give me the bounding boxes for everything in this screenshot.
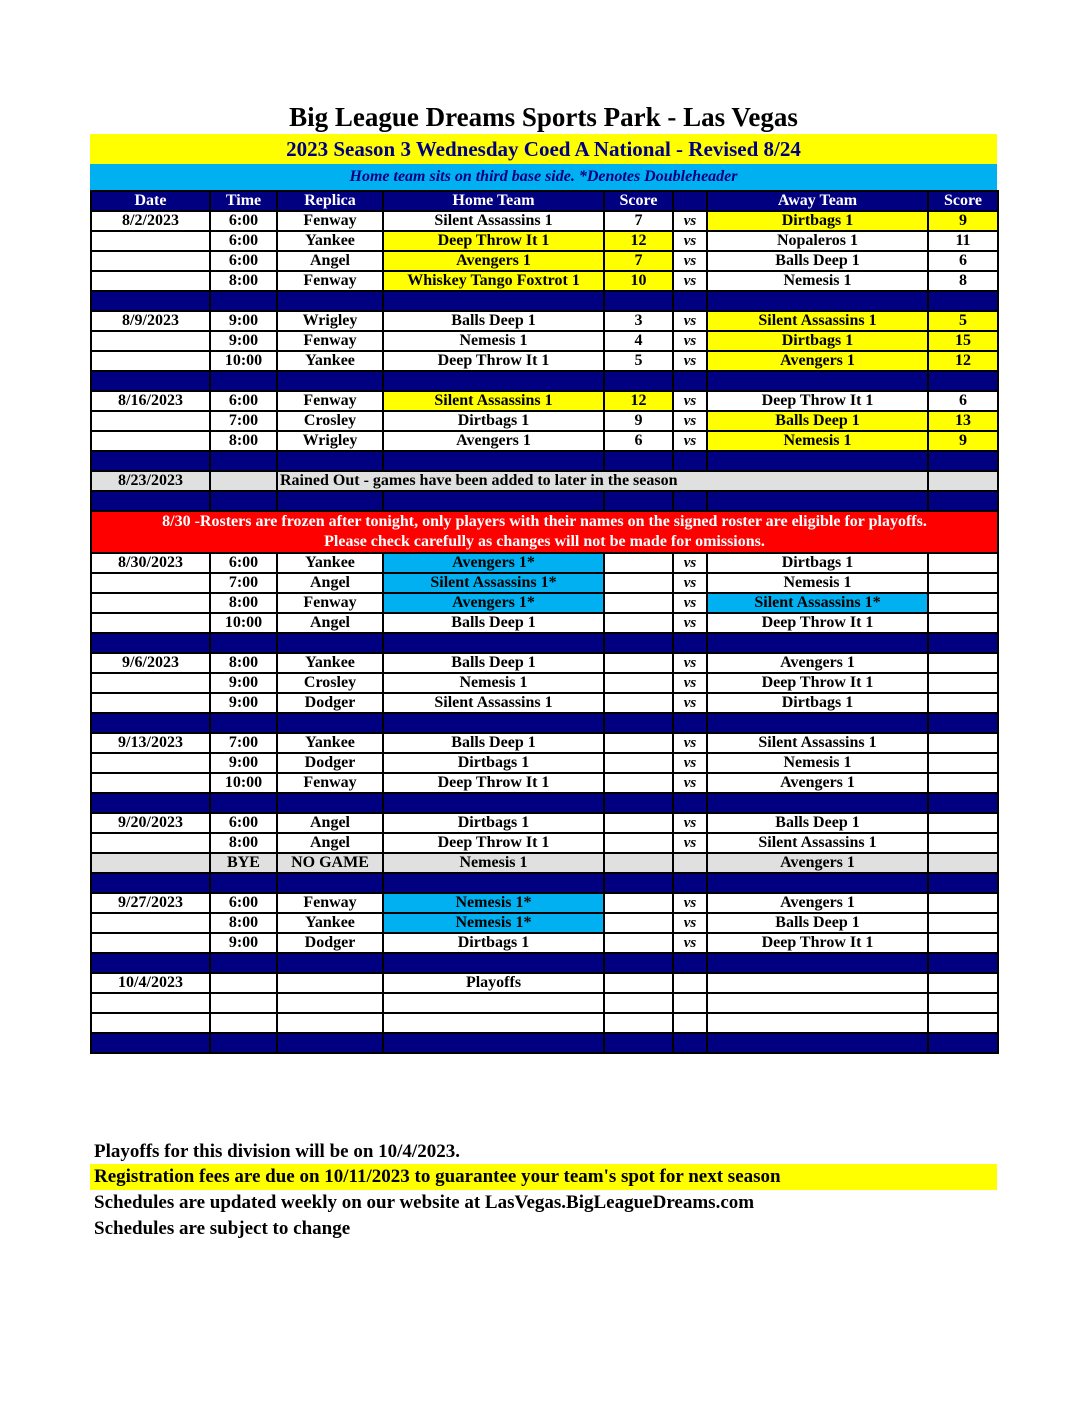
away-score: 15 (928, 331, 998, 351)
home-team: Silent Assassins 1 (383, 391, 604, 411)
away-score: 9 (928, 431, 998, 451)
rainout-row (91, 471, 998, 491)
vs-label: vs (673, 593, 707, 613)
game-time: 9:00 (210, 311, 277, 331)
home-team: Nemesis 1* (383, 913, 604, 933)
home-team: Avengers 1 (383, 251, 604, 271)
week-separator (91, 953, 998, 973)
away-team: Deep Throw It 1 (707, 673, 928, 693)
schedule-table (90, 190, 999, 1054)
vs-label: vs (673, 331, 707, 351)
table-row (91, 251, 998, 271)
home-score: 12 (604, 391, 673, 411)
table-row (91, 753, 998, 773)
away-team: Silent Assassins 1* (707, 593, 928, 613)
home-team: Dirtbags 1 (383, 753, 604, 773)
week-separator (91, 713, 998, 733)
game-date: 8/9/2023 (91, 311, 210, 331)
away-team: Avengers 1 (707, 893, 928, 913)
away-team: Avengers 1 (707, 351, 928, 371)
home-team: Deep Throw It 1 (383, 231, 604, 251)
footer-subject-to-change: Schedules are subject to change (94, 1218, 351, 1239)
game-date: 10/4/2023 (91, 973, 210, 993)
banner-line-2: Please check carefully as changes will not be made for omissions. (324, 533, 765, 550)
banner-line-1: 8/30 -Rosters are frozen after tonight, only players with their names on the signed roster are eligible for playoffs. (162, 513, 927, 530)
game-field: Crosley (277, 411, 383, 431)
game-time: 9:00 (210, 331, 277, 351)
vs-label: vs (673, 351, 707, 371)
game-date (91, 913, 210, 933)
game-date (91, 351, 210, 371)
game-field: Fenway (277, 593, 383, 613)
away-team: Deep Throw It 1 (707, 933, 928, 953)
game-date: 9/20/2023 (91, 813, 210, 833)
away-score: 5 (928, 311, 998, 331)
game-time: 8:00 (210, 913, 277, 933)
game-field: Wrigley (277, 311, 383, 331)
game-time: 9:00 (210, 693, 277, 713)
playoffs-label: Playoffs (383, 973, 604, 993)
roster-freeze-banner (91, 511, 998, 553)
table-row (91, 693, 998, 713)
vs-label: vs (673, 271, 707, 291)
home-team: Dirtbags 1 (383, 411, 604, 431)
week-separator (91, 793, 998, 813)
col-date: Date (91, 191, 210, 211)
game-time: 8:00 (210, 271, 277, 291)
game-time: 8:00 (210, 833, 277, 853)
away-team: Balls Deep 1 (707, 813, 928, 833)
col-away-team: Away Team (707, 191, 928, 211)
vs-label: vs (673, 431, 707, 451)
game-date (91, 833, 210, 853)
home-team: Silent Assassins 1* (383, 573, 604, 593)
game-field: Fenway (277, 271, 383, 291)
table-row (91, 553, 998, 573)
home-team: Whiskey Tango Foxtrot 1 (383, 271, 604, 291)
game-time: 9:00 (210, 933, 277, 953)
vs-label: vs (673, 391, 707, 411)
header-row (91, 191, 998, 211)
home-team: Balls Deep 1 (383, 613, 604, 633)
game-field: Angel (277, 813, 383, 833)
schedule-sheet (90, 100, 997, 1054)
away-team: Nopaleros 1 (707, 231, 928, 251)
game-field: Yankee (277, 653, 383, 673)
game-date (91, 573, 210, 593)
game-time: 9:00 (210, 673, 277, 693)
away-score: 11 (928, 231, 998, 251)
home-score: 5 (604, 351, 673, 371)
vs-label: vs (673, 653, 707, 673)
table-row (91, 1013, 998, 1033)
game-time: 8:00 (210, 593, 277, 613)
game-date (91, 271, 210, 291)
game-field: Angel (277, 573, 383, 593)
home-score: 4 (604, 331, 673, 351)
table-row (91, 833, 998, 853)
home-team: Dirtbags 1 (383, 813, 604, 833)
away-team: Dirtbags 1 (707, 693, 928, 713)
table-row (91, 331, 998, 351)
game-date: 8/23/2023 (91, 471, 210, 491)
home-team: Silent Assassins 1 (383, 693, 604, 713)
vs-label: vs (673, 211, 707, 231)
vs-label: vs (673, 733, 707, 753)
away-team: Dirtbags 1 (707, 211, 928, 231)
game-field: Angel (277, 613, 383, 633)
page-title: Big League Dreams Sports Park - Las Vegas (289, 102, 798, 132)
away-team: Avengers 1 (707, 653, 928, 673)
col-time: Time (210, 191, 277, 211)
away-team: Deep Throw It 1 (707, 613, 928, 633)
week-separator (91, 451, 998, 471)
table-row (91, 271, 998, 291)
vs-label: vs (673, 893, 707, 913)
game-time: 8:00 (210, 653, 277, 673)
game-date: 9/27/2023 (91, 893, 210, 913)
playoffs-row (91, 973, 998, 993)
game-date (91, 673, 210, 693)
col-replica: Replica (277, 191, 383, 211)
vs-label: vs (673, 411, 707, 431)
game-date (91, 773, 210, 793)
vs-label: vs (673, 753, 707, 773)
week-separator (91, 1033, 998, 1053)
home-team: Silent Assassins 1 (383, 211, 604, 231)
game-date: 8/30/2023 (91, 553, 210, 573)
vs-label: vs (673, 231, 707, 251)
week-separator (91, 371, 998, 391)
game-date (91, 431, 210, 451)
game-date: 9/6/2023 (91, 653, 210, 673)
game-field: Dodger (277, 933, 383, 953)
away-team: Dirtbags 1 (707, 553, 928, 573)
game-time: 9:00 (210, 753, 277, 773)
game-field: Dodger (277, 693, 383, 713)
game-date: 8/2/2023 (91, 211, 210, 231)
table-row (91, 311, 998, 331)
vs-label: vs (673, 913, 707, 933)
game-date (91, 331, 210, 351)
col-home-score: Score (604, 191, 673, 211)
game-field: Dodger (277, 753, 383, 773)
away-team: Nemesis 1 (707, 753, 928, 773)
game-time: 10:00 (210, 351, 277, 371)
table-row (91, 773, 998, 793)
table-row (91, 573, 998, 593)
home-team: Nemesis 1 (383, 853, 604, 873)
away-score: 13 (928, 411, 998, 431)
table-row (91, 211, 998, 231)
col-home-team: Home Team (383, 191, 604, 211)
vs-label: vs (673, 833, 707, 853)
game-date (91, 613, 210, 633)
page-subtitle: 2023 Season 3 Wednesday Coed A National - Revised 8/24 (90, 134, 997, 164)
table-row (91, 913, 998, 933)
table-row (91, 993, 998, 1013)
vs-label: vs (673, 553, 707, 573)
game-date: 9/13/2023 (91, 733, 210, 753)
table-row (91, 431, 998, 451)
footer-registration-note: Registration fees are due on 10/11/2023 to guarantee your team's spot for next season (90, 1164, 997, 1190)
game-date: 8/16/2023 (91, 391, 210, 411)
game-field: Yankee (277, 351, 383, 371)
game-field: Fenway (277, 331, 383, 351)
footer-website-note: Schedules are updated weekly on our website at LasVegas.BigLeagueDreams.com (94, 1192, 755, 1213)
away-team: Silent Assassins 1 (707, 311, 928, 331)
home-team-note: Home team sits on third base side. *Denotes Doubleheader (90, 164, 997, 190)
home-team: Deep Throw It 1 (383, 351, 604, 371)
away-team: Avengers 1 (707, 773, 928, 793)
game-date (91, 693, 210, 713)
game-time: 7:00 (210, 733, 277, 753)
home-score: 9 (604, 411, 673, 431)
home-team: Dirtbags 1 (383, 933, 604, 953)
game-field: Yankee (277, 553, 383, 573)
vs-label: vs (673, 773, 707, 793)
away-team: Balls Deep 1 (707, 913, 928, 933)
home-score: 12 (604, 231, 673, 251)
home-score: 6 (604, 431, 673, 451)
home-score: 10 (604, 271, 673, 291)
week-separator (91, 873, 998, 893)
away-score: 12 (928, 351, 998, 371)
away-team: Silent Assassins 1 (707, 733, 928, 753)
home-team: Balls Deep 1 (383, 653, 604, 673)
game-field: Yankee (277, 913, 383, 933)
game-field: Wrigley (277, 431, 383, 451)
away-team: Balls Deep 1 (707, 251, 928, 271)
game-time: 10:00 (210, 773, 277, 793)
table-row (91, 933, 998, 953)
col-vs (673, 191, 707, 211)
home-team: Nemesis 1* (383, 893, 604, 913)
away-score: 6 (928, 251, 998, 271)
vs-label: vs (673, 693, 707, 713)
game-time: 6:00 (210, 231, 277, 251)
vs-label: vs (673, 933, 707, 953)
game-time: BYE (210, 853, 277, 873)
vs-label: vs (673, 251, 707, 271)
game-field: Angel (277, 251, 383, 271)
away-score: 8 (928, 271, 998, 291)
game-field: Fenway (277, 211, 383, 231)
game-date (91, 411, 210, 431)
table-row (91, 613, 998, 633)
table-row (91, 593, 998, 613)
away-team: Dirtbags 1 (707, 331, 928, 351)
home-team: Avengers 1* (383, 593, 604, 613)
home-team: Deep Throw It 1 (383, 773, 604, 793)
game-field: Fenway (277, 893, 383, 913)
game-date (91, 593, 210, 613)
home-team: Avengers 1 (383, 431, 604, 451)
game-field: Yankee (277, 733, 383, 753)
away-team: Balls Deep 1 (707, 411, 928, 431)
away-score: 6 (928, 391, 998, 411)
table-row (91, 673, 998, 693)
week-separator (91, 633, 998, 653)
away-team: Avengers 1 (707, 853, 928, 873)
week-separator (91, 291, 998, 311)
game-time: 10:00 (210, 613, 277, 633)
home-team: Nemesis 1 (383, 673, 604, 693)
week-separator (91, 491, 998, 511)
game-time: 6:00 (210, 893, 277, 913)
game-time: 7:00 (210, 411, 277, 431)
game-time: 8:00 (210, 431, 277, 451)
home-score: 7 (604, 251, 673, 271)
away-score: 9 (928, 211, 998, 231)
game-time: 6:00 (210, 251, 277, 271)
vs-label: vs (673, 813, 707, 833)
table-row (91, 733, 998, 753)
vs-label: vs (673, 613, 707, 633)
away-team: Nemesis 1 (707, 431, 928, 451)
game-date (91, 853, 210, 873)
game-time: 7:00 (210, 573, 277, 593)
game-time: 6:00 (210, 553, 277, 573)
vs-label: vs (673, 673, 707, 693)
game-date (91, 753, 210, 773)
away-team: Deep Throw It 1 (707, 391, 928, 411)
footer-playoffs-note: Playoffs for this division will be on 10/4/2023. (94, 1141, 460, 1162)
home-team: Nemesis 1 (383, 331, 604, 351)
table-row (91, 411, 998, 431)
home-team: Avengers 1* (383, 553, 604, 573)
bye-row (91, 853, 998, 873)
vs-label: vs (673, 573, 707, 593)
table-row (91, 893, 998, 913)
game-field: Yankee (277, 231, 383, 251)
home-score: 7 (604, 211, 673, 231)
table-row (91, 391, 998, 411)
rainout-text: Rained Out - games have been added to later in the season (277, 471, 928, 491)
game-time: 6:00 (210, 813, 277, 833)
game-date (91, 251, 210, 271)
vs-label: vs (673, 311, 707, 331)
game-time: 6:00 (210, 211, 277, 231)
game-field: Fenway (277, 773, 383, 793)
away-team: Nemesis 1 (707, 271, 928, 291)
game-time: 6:00 (210, 391, 277, 411)
col-away-score: Score (928, 191, 998, 211)
table-row (91, 813, 998, 833)
home-score: 3 (604, 311, 673, 331)
home-team: Balls Deep 1 (383, 311, 604, 331)
table-row (91, 351, 998, 371)
away-team: Nemesis 1 (707, 573, 928, 593)
home-team: Balls Deep 1 (383, 733, 604, 753)
table-row (91, 231, 998, 251)
game-field: Angel (277, 833, 383, 853)
game-date (91, 231, 210, 251)
away-team: Silent Assassins 1 (707, 833, 928, 853)
game-date (91, 933, 210, 953)
home-team: Deep Throw It 1 (383, 833, 604, 853)
table-row (91, 653, 998, 673)
game-field: NO GAME (277, 853, 383, 873)
game-field: Fenway (277, 391, 383, 411)
game-field: Crosley (277, 673, 383, 693)
